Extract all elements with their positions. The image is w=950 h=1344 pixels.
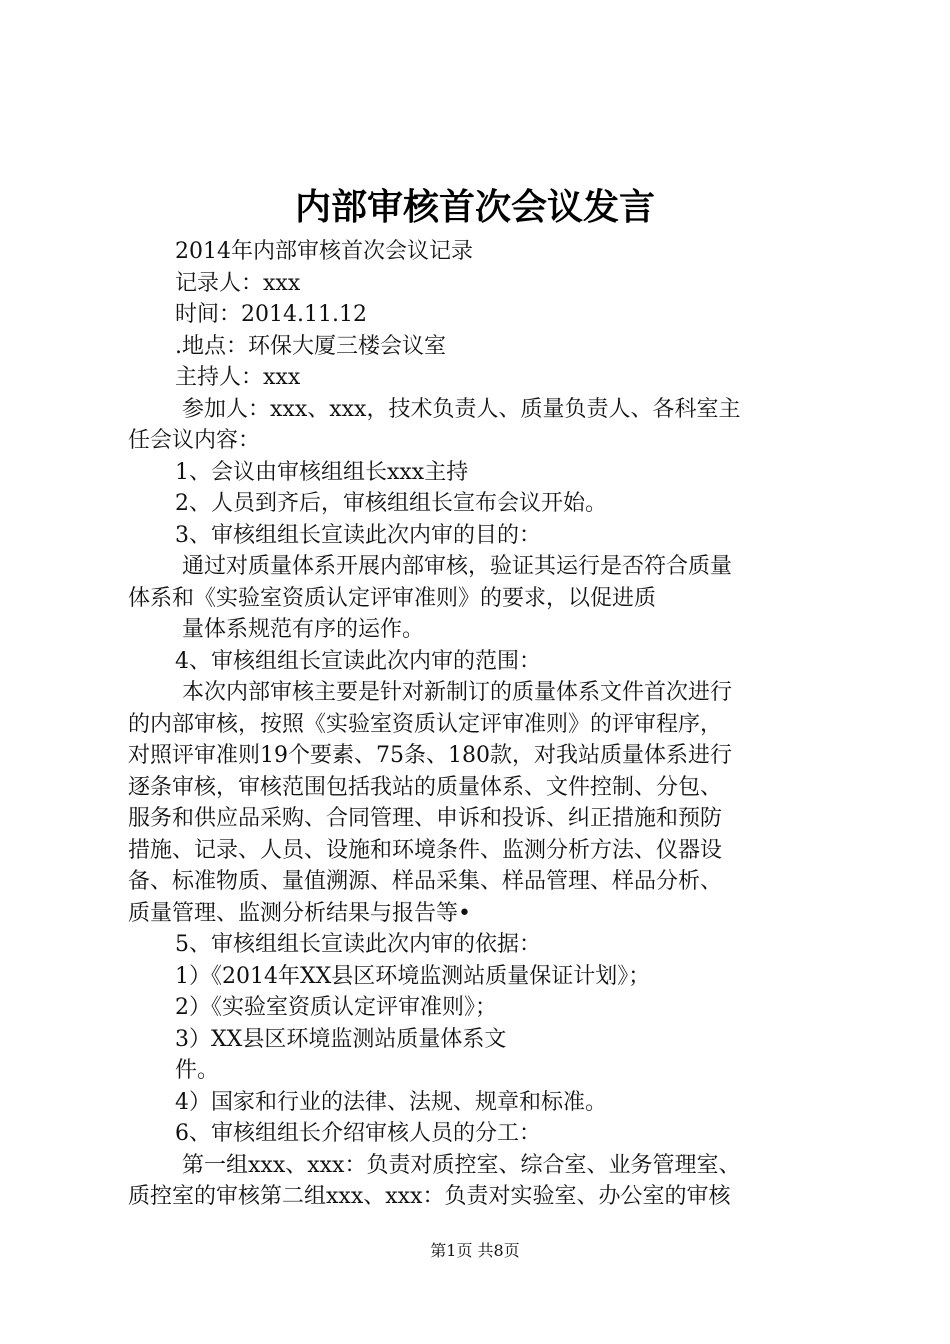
paragraph-line: 对照评审准则19个要素、75条、180款，对我站质量体系进行 — [128, 743, 732, 768]
paragraph-line: 件。 — [175, 1058, 220, 1083]
paragraph-line: 2014年内部审核首次会议记录 — [175, 239, 473, 264]
paragraph-line: 1）《2014年XX县区环境监测站质量保证计划》； — [175, 963, 651, 989]
paragraph-line: 4、审核组组长宣读此次内审的范围： — [175, 648, 541, 674]
paragraph-line: 通过对质量体系开展内部审核，验证其运行是否符合质量 — [182, 554, 733, 579]
paragraph-line: 1、会议由审核组组长xxx主持 — [175, 459, 469, 485]
paragraph-line: 备、标准物质、量值溯源、样品采集、样品管理、样品分析、 — [128, 869, 723, 894]
document-title: 内部审核首次会议发言 — [294, 187, 655, 228]
paragraph-line: 第一组xxx、xxx：负责对质控室、综合室、业务管理室、 — [182, 1152, 741, 1178]
paragraph-line: 体系和《实验室资质认定评审准则》的要求，以促进质 — [128, 585, 657, 611]
paragraph-line: 记录人：xxx — [175, 270, 301, 296]
paragraph-line: 3）XX县区环境监测站质量体系文 — [175, 1026, 507, 1052]
paragraph-line: 2、人员到齐后，审核组组长宣布会议开始。 — [175, 491, 607, 516]
paragraph-line: 5、审核组组长宣读此次内审的依据： — [175, 932, 541, 957]
paragraph-line: 量体系规范有序的运作。 — [182, 617, 425, 642]
paragraph-line: 参加人：xxx、xxx，技术负责人、质量负责人、各科室主 — [182, 396, 741, 422]
paragraph-line: 措施、记录、人员、设施和环境条件、监测分析方法、仪器设 — [128, 837, 723, 863]
paragraph-line: 质量管理、监测分析结果与报告等• — [128, 900, 471, 926]
paragraph-line: 主持人：xxx — [175, 365, 301, 390]
paragraph-line: 本次内部审核主要是针对新制订的质量体系文件首次进行 — [182, 680, 733, 705]
paragraph-line: 逐条审核，审核范围包括我站的质量体系、文件控制、分包、 — [128, 774, 723, 800]
paragraph-line: 4）国家和行业的法律、法规、规章和标准。 — [175, 1089, 607, 1115]
paragraph-line: 时间：2014.11.12 — [175, 302, 367, 327]
paragraph-line: 3、审核组组长宣读此次内审的目的： — [175, 522, 541, 548]
paragraph-line: 的内部审核，按照《实验室资质认定评审准则》的评审程序， — [128, 711, 723, 737]
paragraph-line: .地点：环保大厦三楼会议室 — [175, 333, 446, 359]
page-footer: 第1页 共8页 — [430, 1241, 520, 1260]
document-body — [128, 236, 834, 1213]
paragraph-line: 任会议内容： — [128, 428, 261, 453]
paragraph-line: 6、审核组组长介绍审核人员的分工： — [175, 1121, 541, 1146]
paragraph-line: 质控室的审核第二组xxx、xxx：负责对实验室、办公室的审核 — [128, 1184, 731, 1209]
paragraph-line: 2）《实验室资质认定评审准则》； — [175, 995, 497, 1020]
paragraph-line: 服务和供应品采购、合同管理、申诉和投诉、纠正措施和预防 — [128, 806, 723, 831]
